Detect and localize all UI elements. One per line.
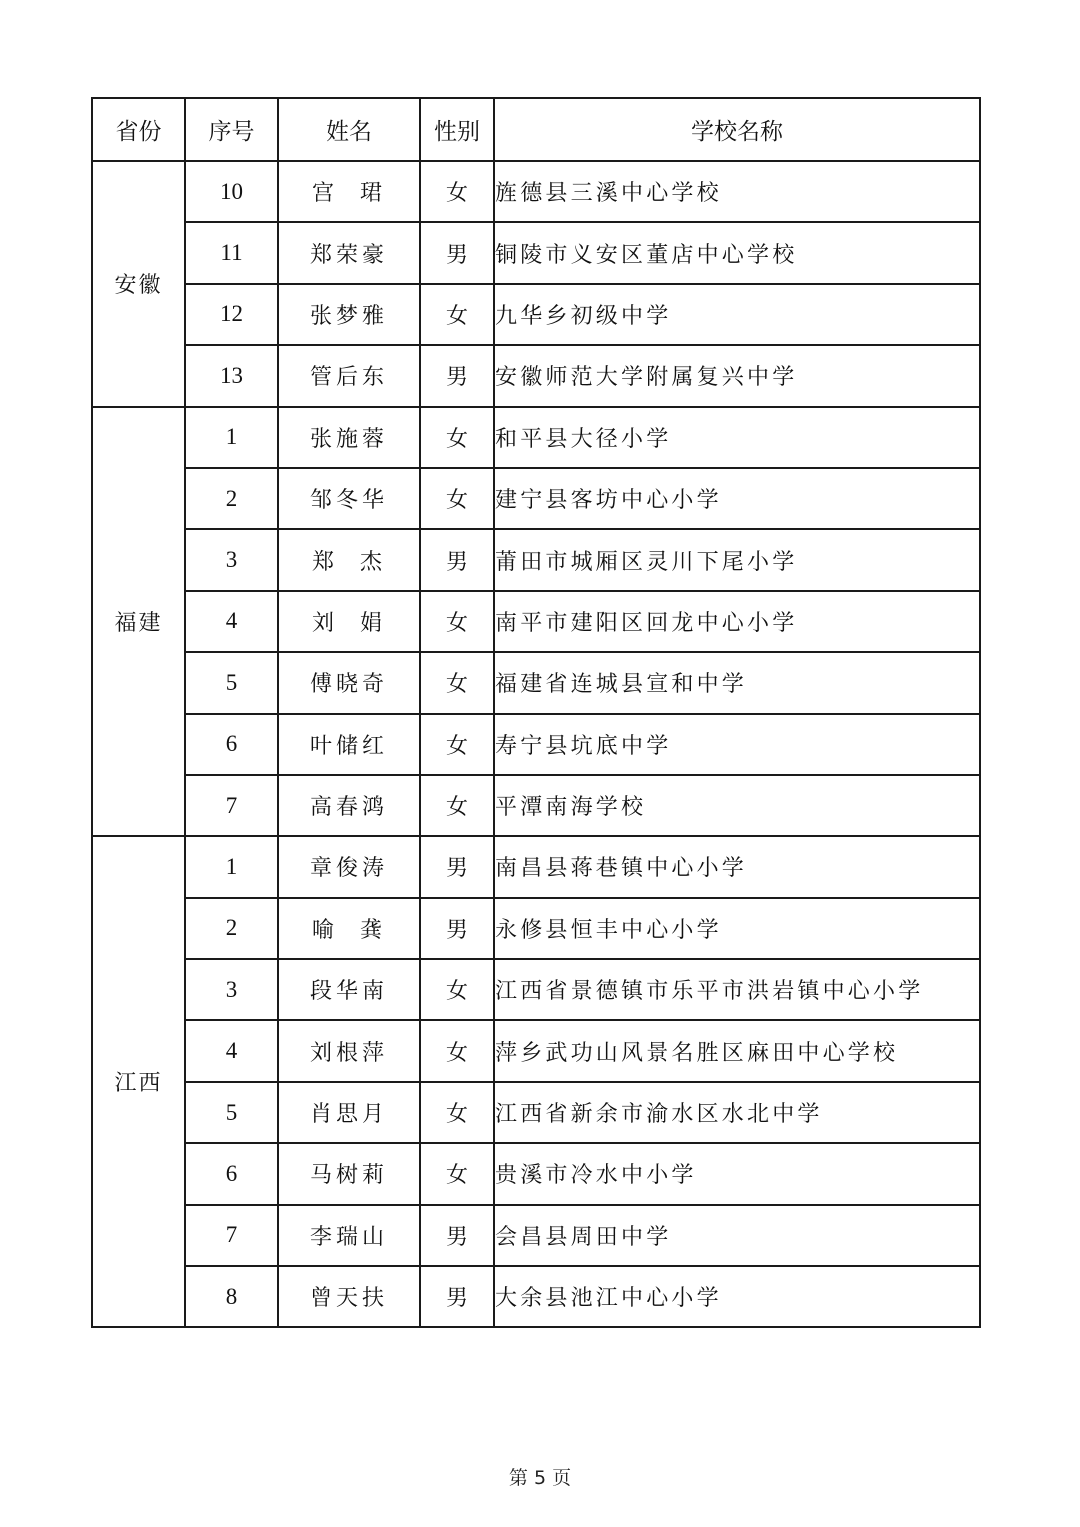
gender-cell: 女 <box>420 591 494 652</box>
gender-cell: 女 <box>420 468 494 529</box>
gender-cell: 男 <box>420 898 494 959</box>
gender-cell: 女 <box>420 959 494 1020</box>
number-cell: 5 <box>185 1082 278 1143</box>
table-row <box>92 836 980 897</box>
gender-cell: 女 <box>420 1143 494 1204</box>
school-cell: 大余县池江中心小学 <box>494 1266 980 1327</box>
header-name: 姓名 <box>278 98 420 161</box>
school-cell: 永修县恒丰中心小学 <box>494 898 980 959</box>
school-cell: 平潭南海学校 <box>494 775 980 836</box>
gender-cell: 女 <box>420 161 494 222</box>
number-cell: 3 <box>185 959 278 1020</box>
gender-cell: 女 <box>420 284 494 345</box>
header-number: 序号 <box>185 98 278 161</box>
table-row <box>92 591 980 652</box>
name-cell: 马树莉 <box>278 1143 420 1204</box>
number-cell: 2 <box>185 468 278 529</box>
name-cell: 刘根萍 <box>278 1020 420 1081</box>
name-cell: 张梦雅 <box>278 284 420 345</box>
name-cell: 章俊涛 <box>278 836 420 897</box>
table-row <box>92 714 980 775</box>
number-cell: 11 <box>185 222 278 283</box>
province-cell: 江西 <box>92 836 185 1327</box>
gender-cell: 女 <box>420 652 494 713</box>
number-cell: 1 <box>185 836 278 897</box>
school-cell: 铜陵市义安区董店中心学校 <box>494 222 980 283</box>
table-row <box>92 1205 980 1266</box>
gender-cell: 女 <box>420 1020 494 1081</box>
number-cell: 6 <box>185 1143 278 1204</box>
roster-table <box>91 97 981 1328</box>
gender-cell: 男 <box>420 529 494 590</box>
name-cell: 刘 娟 <box>278 591 420 652</box>
table-row <box>92 407 980 468</box>
province-cell: 安徽 <box>92 161 185 407</box>
table-row <box>92 775 980 836</box>
number-cell: 4 <box>185 1020 278 1081</box>
header-school: 学校名称 <box>494 98 980 161</box>
name-cell: 叶储红 <box>278 714 420 775</box>
school-cell: 建宁县客坊中心小学 <box>494 468 980 529</box>
number-cell: 8 <box>185 1266 278 1327</box>
school-cell: 萍乡武功山风景名胜区麻田中心学校 <box>494 1020 980 1081</box>
school-cell: 南昌县蒋巷镇中心小学 <box>494 836 980 897</box>
table-row <box>92 1266 980 1327</box>
header-gender: 性别 <box>420 98 494 161</box>
gender-cell: 男 <box>420 222 494 283</box>
school-cell: 贵溪市冷水中小学 <box>494 1143 980 1204</box>
name-cell: 宫 珺 <box>278 161 420 222</box>
gender-cell: 男 <box>420 345 494 406</box>
province-cell: 福建 <box>92 407 185 837</box>
header-province: 省份 <box>92 98 185 161</box>
school-cell: 莆田市城厢区灵川下尾小学 <box>494 529 980 590</box>
number-cell: 7 <box>185 1205 278 1266</box>
school-cell: 会昌县周田中学 <box>494 1205 980 1266</box>
school-cell: 福建省连城县宣和中学 <box>494 652 980 713</box>
table-header-row <box>92 98 980 161</box>
table-row <box>92 898 980 959</box>
school-cell: 安徽师范大学附属复兴中学 <box>494 345 980 406</box>
table-row <box>92 345 980 406</box>
school-cell: 南平市建阳区回龙中心小学 <box>494 591 980 652</box>
number-cell: 10 <box>185 161 278 222</box>
table-row <box>92 1020 980 1081</box>
table-row <box>92 1082 980 1143</box>
name-cell: 段华南 <box>278 959 420 1020</box>
gender-cell: 女 <box>420 714 494 775</box>
table-row <box>92 222 980 283</box>
table-row <box>92 284 980 345</box>
school-cell: 九华乡初级中学 <box>494 284 980 345</box>
number-cell: 13 <box>185 345 278 406</box>
name-cell: 喻 龚 <box>278 898 420 959</box>
gender-cell: 女 <box>420 1082 494 1143</box>
table-row <box>92 652 980 713</box>
school-cell: 寿宁县坑底中学 <box>494 714 980 775</box>
number-cell: 1 <box>185 407 278 468</box>
school-cell: 和平县大径小学 <box>494 407 980 468</box>
number-cell: 12 <box>185 284 278 345</box>
name-cell: 郑 杰 <box>278 529 420 590</box>
school-cell: 江西省新余市渝水区水北中学 <box>494 1082 980 1143</box>
gender-cell: 女 <box>420 407 494 468</box>
name-cell: 邹冬华 <box>278 468 420 529</box>
name-cell: 曾天扶 <box>278 1266 420 1327</box>
name-cell: 李瑞山 <box>278 1205 420 1266</box>
table-row <box>92 959 980 1020</box>
name-cell: 张施蓉 <box>278 407 420 468</box>
number-cell: 5 <box>185 652 278 713</box>
name-cell: 管后东 <box>278 345 420 406</box>
name-cell: 肖思月 <box>278 1082 420 1143</box>
gender-cell: 男 <box>420 836 494 897</box>
name-cell: 傅晓奇 <box>278 652 420 713</box>
name-cell: 郑荣豪 <box>278 222 420 283</box>
table-row <box>92 529 980 590</box>
number-cell: 7 <box>185 775 278 836</box>
gender-cell: 男 <box>420 1205 494 1266</box>
gender-cell: 女 <box>420 775 494 836</box>
table-body <box>92 161 980 1327</box>
school-cell: 旌德县三溪中心学校 <box>494 161 980 222</box>
name-cell: 高春鸿 <box>278 775 420 836</box>
table-row <box>92 1143 980 1204</box>
gender-cell: 男 <box>420 1266 494 1327</box>
page-number: 第 5 页 <box>508 1467 572 1489</box>
number-cell: 4 <box>185 591 278 652</box>
table-row <box>92 468 980 529</box>
school-cell: 江西省景德镇市乐平市洪岩镇中心小学 <box>494 959 980 1020</box>
table-row <box>92 161 980 222</box>
number-cell: 6 <box>185 714 278 775</box>
number-cell: 2 <box>185 898 278 959</box>
number-cell: 3 <box>185 529 278 590</box>
